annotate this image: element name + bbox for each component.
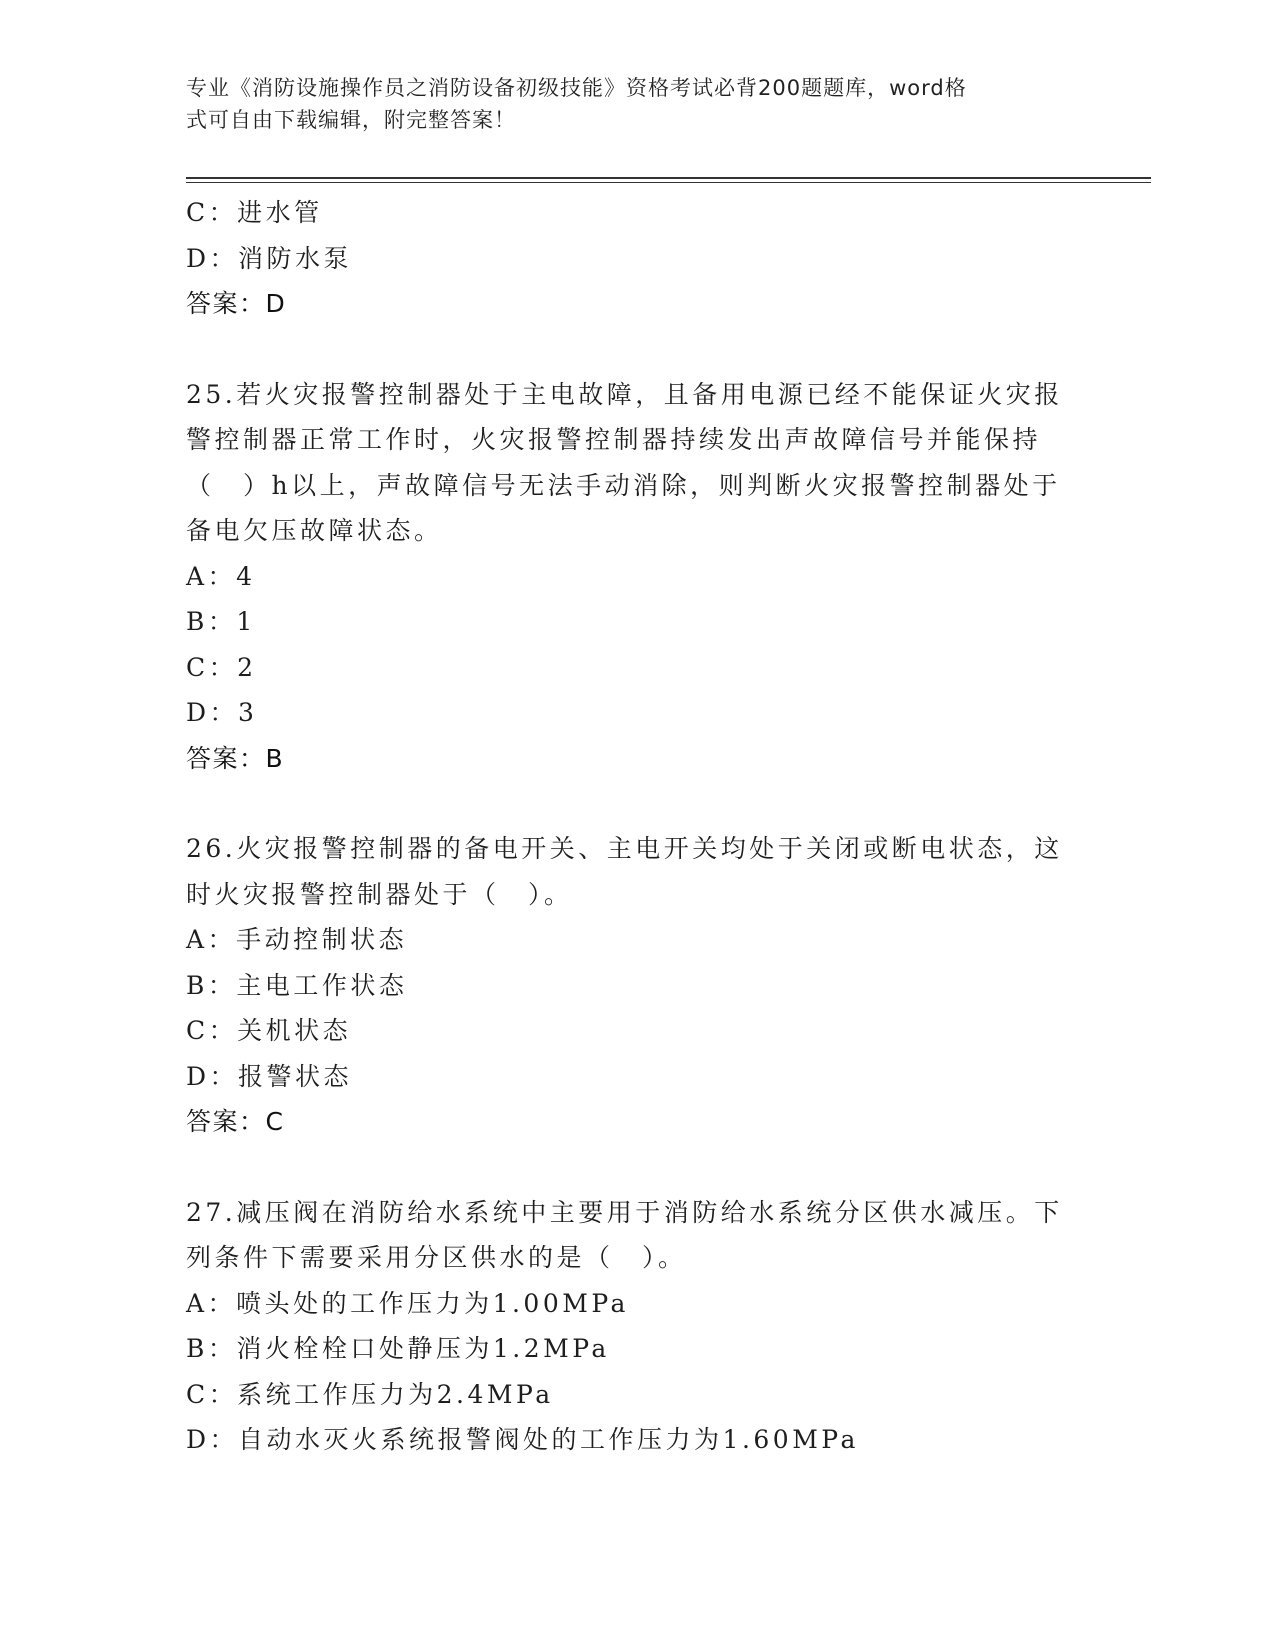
document-header <box>186 72 1066 136</box>
option-text: 4 <box>236 561 256 591</box>
option-b <box>186 1326 1086 1372</box>
option-d <box>186 1054 1086 1100</box>
option-d <box>186 1417 1086 1463</box>
option-text: 手动控制状态 <box>236 925 408 954</box>
option-text: 进水管 <box>237 198 323 227</box>
header-divider-thin <box>186 182 1151 183</box>
option-c <box>186 1372 1086 1418</box>
header-line-1: 专业《消防设施操作员之消防设备初级技能》资格考试必背200题题库，word格 <box>186 76 967 100</box>
option-d <box>186 690 1086 736</box>
question-text <box>186 372 1086 554</box>
option-b <box>186 599 1086 645</box>
question-27 <box>186 1190 1086 1463</box>
option-text: 消防水泵 <box>238 243 353 273</box>
option-text: 主电工作状态 <box>236 970 408 1000</box>
answer-label: 答案： <box>186 1107 266 1136</box>
question-text-line-1: 27.减压阀在消防给水系统中主要用于消防给水系统分区供水减压。下 <box>186 1197 1063 1227</box>
option-a <box>186 917 1086 963</box>
question-number: 25. <box>186 379 237 409</box>
option-label: D： <box>186 1061 239 1091</box>
question-text <box>186 826 1086 917</box>
question-text <box>186 1190 1086 1281</box>
option-text: 自动水灭火系统报警阀处的工作压力为1.60MPa <box>238 1425 859 1454</box>
question-text-line-3: （ ）h以上，声故障信号无法手动消除，则判断火灾报警控制器处于 <box>186 470 1061 500</box>
question-text-line-4: 备电欠压故障状态。 <box>186 516 443 545</box>
option-text: 3 <box>238 698 258 727</box>
question-text-line-2: 警控制器正常工作时，火灾报警控制器持续发出声故障信号并能保持 <box>186 425 1042 454</box>
option-label: D： <box>186 243 239 273</box>
option-label: C： <box>186 1379 238 1409</box>
option-text: 消火栓栓口处静压为1.2MPa <box>236 1334 610 1363</box>
answer-label: 答案： <box>186 743 266 773</box>
option-text: 2 <box>237 652 257 682</box>
option-c <box>186 645 1086 691</box>
option-label: C： <box>186 198 238 227</box>
option-text: 喷头处的工作压力为1.00MPa <box>236 1288 629 1318</box>
answer-line <box>186 281 1086 327</box>
question-text-line-2: 列条件下需要采用分区供水的是（ ）。 <box>186 1243 687 1272</box>
answer-line <box>186 736 1086 782</box>
option-a <box>186 1281 1086 1327</box>
option-label: C： <box>186 652 238 682</box>
option-label: A： <box>186 1288 237 1318</box>
header-divider-thick <box>186 177 1151 179</box>
question-text-line-2: 时火灾报警控制器处于（ ）。 <box>186 879 573 909</box>
question-list <box>186 190 1086 1463</box>
question-text-line-1: 26.火灾报警控制器的备电开关、主电开关均处于关闭或断电状态，这 <box>186 834 1063 863</box>
option-a <box>186 554 1086 600</box>
question-number: 27. <box>186 1197 237 1227</box>
answer-value: C <box>265 1107 285 1136</box>
option-label: C： <box>186 1016 238 1045</box>
question-25 <box>186 372 1086 782</box>
option-c <box>186 1008 1086 1054</box>
option-label: B： <box>186 607 237 636</box>
answer-line <box>186 1099 1086 1145</box>
question-text-line-1: 25.若火灾报警控制器处于主电故障，且备用电源已经不能保证火灾报 <box>186 379 1063 409</box>
answer-value: B <box>265 743 285 773</box>
question-number: 26. <box>186 834 237 863</box>
option-text: 系统工作压力为2.4MPa <box>237 1379 554 1409</box>
answer-label: 答案： <box>186 289 266 318</box>
option-label: D： <box>186 698 239 727</box>
option-text: 1 <box>236 607 256 636</box>
option-label: D： <box>186 1425 239 1454</box>
option-d <box>186 236 1086 282</box>
option-b <box>186 963 1086 1009</box>
option-label: B： <box>186 970 237 1000</box>
option-label: B： <box>186 1334 237 1363</box>
answer-value: D <box>265 289 287 318</box>
question-26 <box>186 826 1086 1145</box>
option-text: 关机状态 <box>237 1016 352 1045</box>
option-text: 报警状态 <box>238 1061 353 1091</box>
header-line-2: 式可自由下载编辑，附完整答案！ <box>186 108 516 132</box>
option-label: A： <box>186 561 237 591</box>
option-c <box>186 190 1086 236</box>
option-label: A： <box>186 925 237 954</box>
question-24-continued <box>186 190 1086 327</box>
